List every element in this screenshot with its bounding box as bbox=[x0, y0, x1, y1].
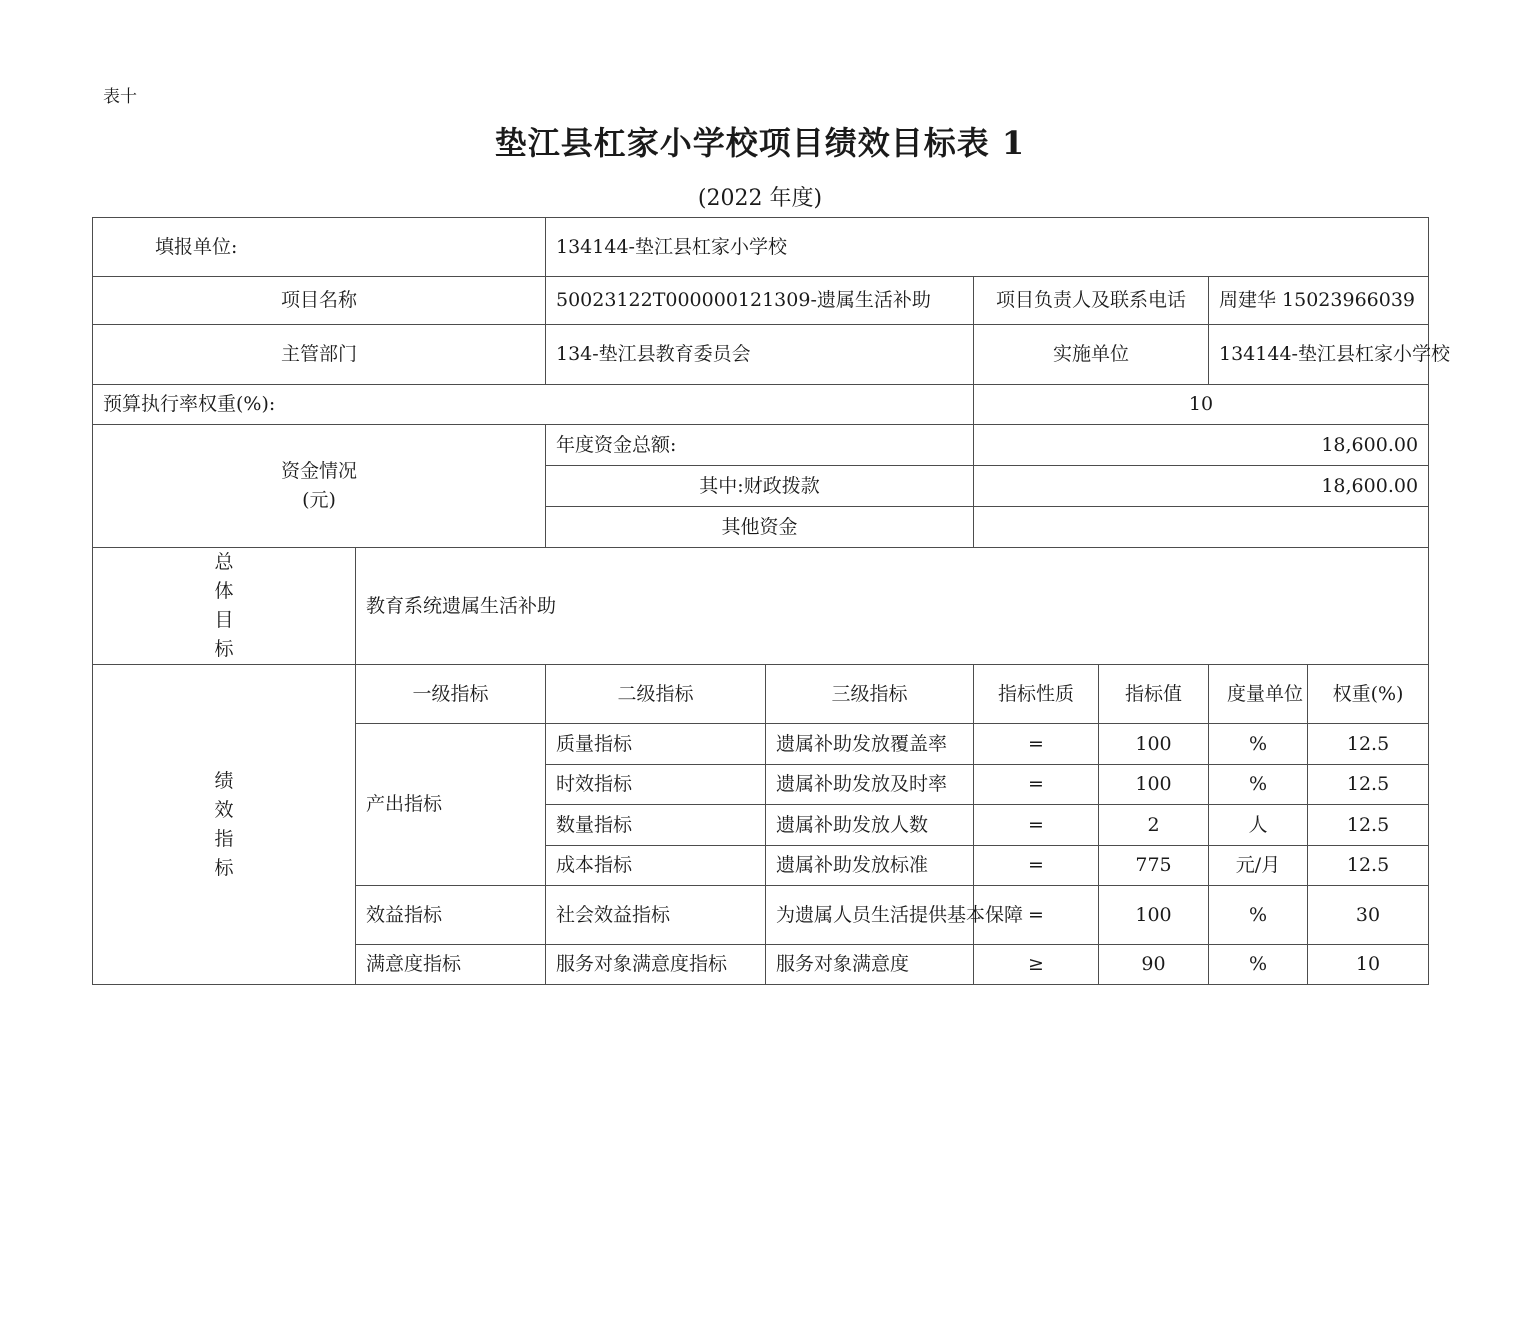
perf-label-char: 效 bbox=[214, 798, 234, 821]
funds-other-label: 其他资金 bbox=[546, 507, 974, 548]
header-level1: 一级指标 bbox=[356, 665, 546, 724]
reporting-unit-value: 134144-垫江县杠家小学校 bbox=[546, 218, 1429, 277]
indicator-nature: = bbox=[974, 846, 1099, 886]
level1-indicator: 满意度指标 bbox=[356, 945, 546, 985]
indicator-unit: 人 bbox=[1209, 805, 1308, 846]
header-level2: 二级指标 bbox=[546, 665, 766, 724]
level3-indicator: 遗属补助发放覆盖率 bbox=[766, 724, 974, 765]
overall-goal-value: 教育系统遗属生活补助 bbox=[356, 548, 1429, 665]
funds-unit: (元) bbox=[302, 489, 336, 511]
reporting-unit-label: 填报单位: bbox=[93, 218, 546, 277]
project-name-label: 项目名称 bbox=[93, 277, 546, 325]
perf-label-char: 指 bbox=[214, 827, 234, 850]
indicator-unit: 元/月 bbox=[1209, 846, 1308, 886]
project-owner-label: 项目负责人及联系电话 bbox=[974, 277, 1209, 325]
funds-label-cell bbox=[93, 425, 546, 548]
header-nature: 指标性质 bbox=[974, 665, 1099, 724]
reporting-unit-row bbox=[93, 218, 1429, 277]
indicator-header-row bbox=[93, 665, 1429, 724]
indicator-nature: = bbox=[974, 724, 1099, 765]
indicator-nature: ≥ bbox=[974, 945, 1099, 985]
indicator-weight: 10 bbox=[1308, 945, 1429, 985]
budget-weight-row bbox=[93, 385, 1429, 425]
indicator-weight: 12.5 bbox=[1308, 724, 1429, 765]
indicator-weight: 30 bbox=[1308, 886, 1429, 945]
goal-label-char: 总 bbox=[214, 551, 234, 573]
overall-goal-label bbox=[93, 548, 356, 665]
indicator-unit: % bbox=[1209, 945, 1308, 985]
funds-total-label: 年度资金总额: bbox=[546, 425, 974, 466]
supervising-dept-value: 134-垫江县教育委员会 bbox=[546, 325, 974, 385]
indicator-weight: 12.5 bbox=[1308, 765, 1429, 805]
level3-indicator: 为遗属人员生活提供基本保障 bbox=[766, 886, 974, 945]
project-owner-value: 周建华 15023966039 bbox=[1209, 277, 1429, 325]
level2-indicator: 服务对象满意度指标 bbox=[546, 945, 766, 985]
implementing-unit-value: 134144-垫江县杠家小学校 bbox=[1209, 325, 1429, 385]
level3-indicator: 遗属补助发放及时率 bbox=[766, 765, 974, 805]
supervising-dept-label: 主管部门 bbox=[93, 325, 546, 385]
funds-other-value bbox=[974, 507, 1429, 548]
header-unit: 度量单位 bbox=[1209, 665, 1308, 724]
funds-fiscal-label: 其中:财政拨款 bbox=[546, 466, 974, 507]
goal-label-char: 目 bbox=[214, 609, 234, 631]
indicator-value: 100 bbox=[1099, 724, 1209, 765]
indicator-unit: % bbox=[1209, 765, 1308, 805]
indicator-nature: = bbox=[974, 765, 1099, 805]
header-weight: 权重(%) bbox=[1308, 665, 1429, 724]
indicator-nature: = bbox=[974, 805, 1099, 846]
performance-target-table bbox=[92, 217, 1450, 985]
indicator-unit: % bbox=[1209, 886, 1308, 945]
overall-goal-row bbox=[93, 548, 1429, 665]
implementing-unit-label: 实施单位 bbox=[974, 325, 1209, 385]
goal-label-char: 体 bbox=[214, 580, 234, 602]
funds-label: 资金情况 bbox=[280, 460, 357, 482]
budget-weight-value: 10 bbox=[974, 385, 1429, 425]
level2-indicator: 数量指标 bbox=[546, 805, 766, 846]
level2-indicator: 时效指标 bbox=[546, 765, 766, 805]
indicator-value: 100 bbox=[1099, 765, 1209, 805]
funds-total-row bbox=[93, 425, 1429, 466]
level3-indicator: 服务对象满意度 bbox=[766, 945, 974, 985]
level2-indicator: 质量指标 bbox=[546, 724, 766, 765]
page-title: 垫江县杠家小学校项目绩效目标表 1 bbox=[494, 124, 1026, 162]
indicator-nature: = bbox=[974, 886, 1099, 945]
performance-indicator-label bbox=[93, 665, 356, 985]
goal-label-char: 标 bbox=[214, 638, 234, 660]
project-name-row bbox=[93, 277, 1429, 325]
header-value: 指标值 bbox=[1099, 665, 1209, 724]
header-level3: 三级指标 bbox=[766, 665, 974, 724]
indicator-weight: 12.5 bbox=[1308, 805, 1429, 846]
table-number: 表十 bbox=[103, 87, 137, 107]
indicator-value: 775 bbox=[1099, 846, 1209, 886]
report-year: (2022 年度) bbox=[697, 186, 823, 211]
indicator-unit: % bbox=[1209, 724, 1308, 765]
level1-indicator: 效益指标 bbox=[356, 886, 546, 945]
perf-label-char: 标 bbox=[214, 856, 234, 879]
indicator-value: 2 bbox=[1099, 805, 1209, 846]
indicator-value: 100 bbox=[1099, 886, 1209, 945]
indicator-value: 90 bbox=[1099, 945, 1209, 985]
indicator-weight: 12.5 bbox=[1308, 846, 1429, 886]
level1-indicator: 产出指标 bbox=[356, 724, 546, 886]
funds-total-value: 18,600.00 bbox=[974, 425, 1429, 466]
level3-indicator: 遗属补助发放人数 bbox=[766, 805, 974, 846]
level2-indicator: 成本指标 bbox=[546, 846, 766, 886]
perf-label-char: 绩 bbox=[214, 769, 234, 792]
budget-weight-label: 预算执行率权重(%): bbox=[93, 385, 974, 425]
project-name-value: 50023122T000000121309-遗属生活补助 bbox=[546, 277, 974, 325]
level3-indicator: 遗属补助发放标准 bbox=[766, 846, 974, 886]
funds-fiscal-value: 18,600.00 bbox=[974, 466, 1429, 507]
department-row bbox=[93, 325, 1429, 385]
level2-indicator: 社会效益指标 bbox=[546, 886, 766, 945]
